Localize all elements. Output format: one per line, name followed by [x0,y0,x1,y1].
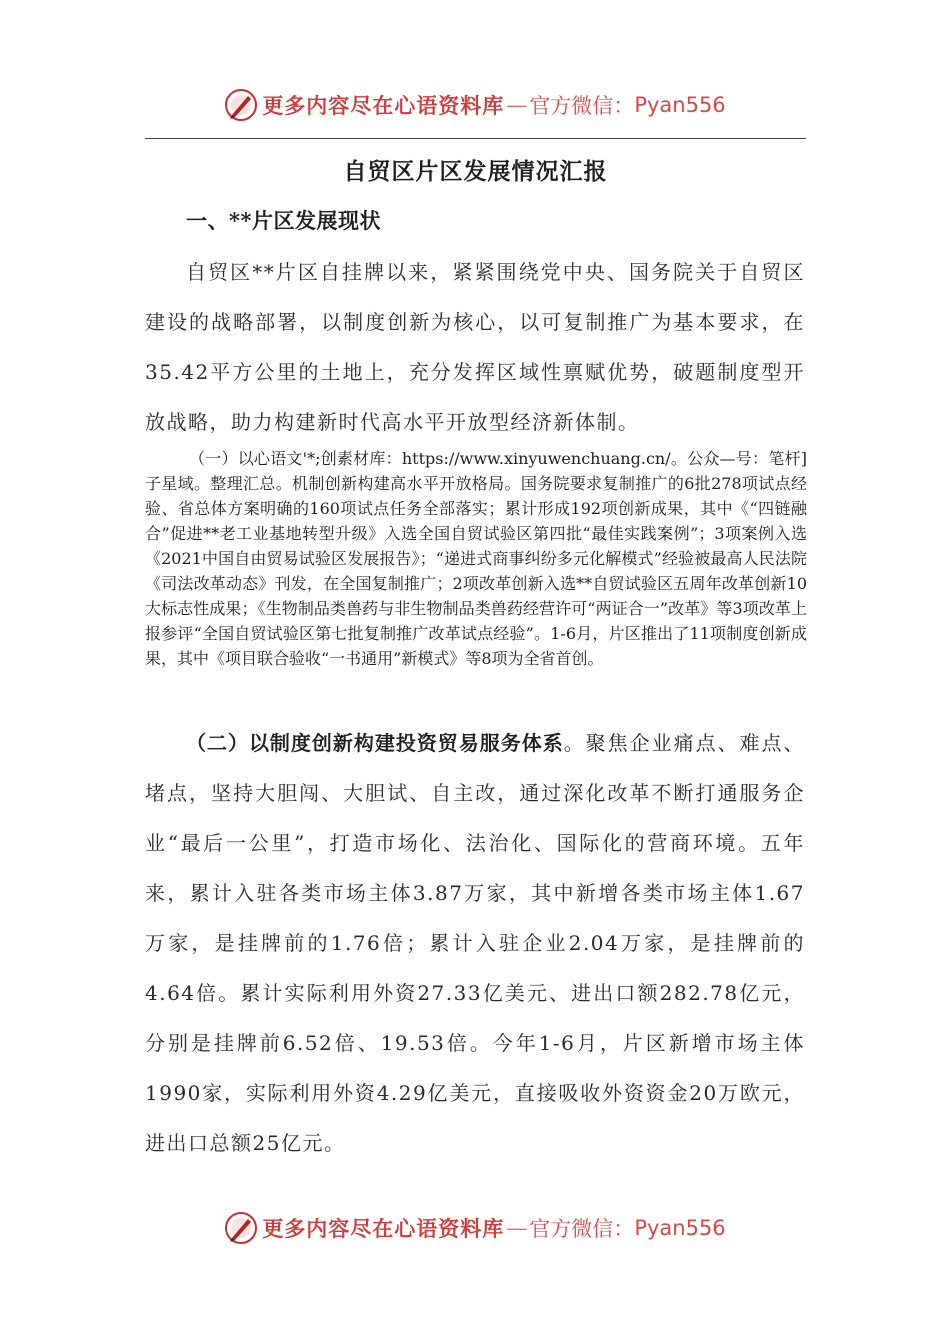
banner-text: 更多内容尽在心语资料库 [262,1216,505,1241]
paragraph-intro: 自贸区**片区自挂牌以来，紧紧围绕党中央、国务院关于自贸区建设的战略部署，以制度创新为核心，以可复制推广为基本要求，在35.42平方公里的土地上，充分发挥区域性禀赋优势，破题制度型开放战略，助力构建新时代高水平开放型经济新体制。 [145,260,805,434]
paragraph-mechanism-innovation: （一）以心语文'*;创素材库：https://www.xinyuwenchuang.cn/。公众—号：笔杆]子星域。整理汇总。机制创新构建高水平开放格局。国务院要求复制推广的6批278项试点经验、省总体方案明确的160项试点任务全部落实；累计形成192项创新成果，其中《“四链融合”促进**老工业基地转型升级》入选全国自贸试验区第四批“最佳实践案例”；3项案例入选《2021中国自由贸易试验区发展报告》；“递进式商事纠纷多元化解模式”经验被最高人民法院《司法改革动态》刊发，在全国复制推广；2项改革创新入选**自贸试验区五周年改革创新10大标志性成果；《生物制品类兽药与非生物制品类兽药经营许可“两证合一”改革》等3项改革上报参评“全国自贸试验区第七批复制推广改革试点经验”。1-6月，片区推出了11项制度创新成果，其中《项目联合验收“一书通用”新模式》等8项为全省首创。 [145,449,807,668]
banner-text: 更多内容尽在心语资料库 [262,93,505,118]
banner-dash: — [506,93,528,117]
header-banner [0,80,950,130]
pen-logo-icon [224,1211,258,1245]
banner-wechat-id: Pyan556 [634,1216,726,1240]
paragraph-lead-heading: （二）以制度创新构建投资贸易服务体系 [186,731,564,755]
banner-wechat-label: 官方微信： [529,94,635,118]
section-heading: 一、**片区发展现状 [186,208,381,233]
banner-wechat-id: Pyan556 [634,93,726,117]
paragraph-investment-trade [145,718,805,1168]
footer-banner [0,1203,950,1253]
document-title: 自贸区片区发展情况汇报 [343,158,608,185]
pen-logo-icon [224,88,258,122]
banner-wechat-label: 官方微信： [529,1217,635,1241]
banner-dash: — [506,1216,528,1240]
paragraph-body: 。聚焦企业痛点、难点、堵点，坚持大胆闯、大胆试、自主改，通过深化改革不断打通服务企业“最后一公里”，打造市场化、法治化、国际化的营商环境。五年来，累计入驻各类市场主体3.87万家，其中新增各类市场主体1.67万家，是挂牌前的1.76倍；累计入驻企业2.04万家，是挂牌前的4.64倍。累计实际利用外资27.33亿美元、进出口额282.78亿元，分别是挂牌前6.52倍、19.53倍。今年1-6月，片区新增市场主体1990家，实际利用外资4.29亿美元，直接吸收外资资金20万欧元，进出口总额25亿元。 [145,731,806,1155]
header-divider [145,138,806,139]
